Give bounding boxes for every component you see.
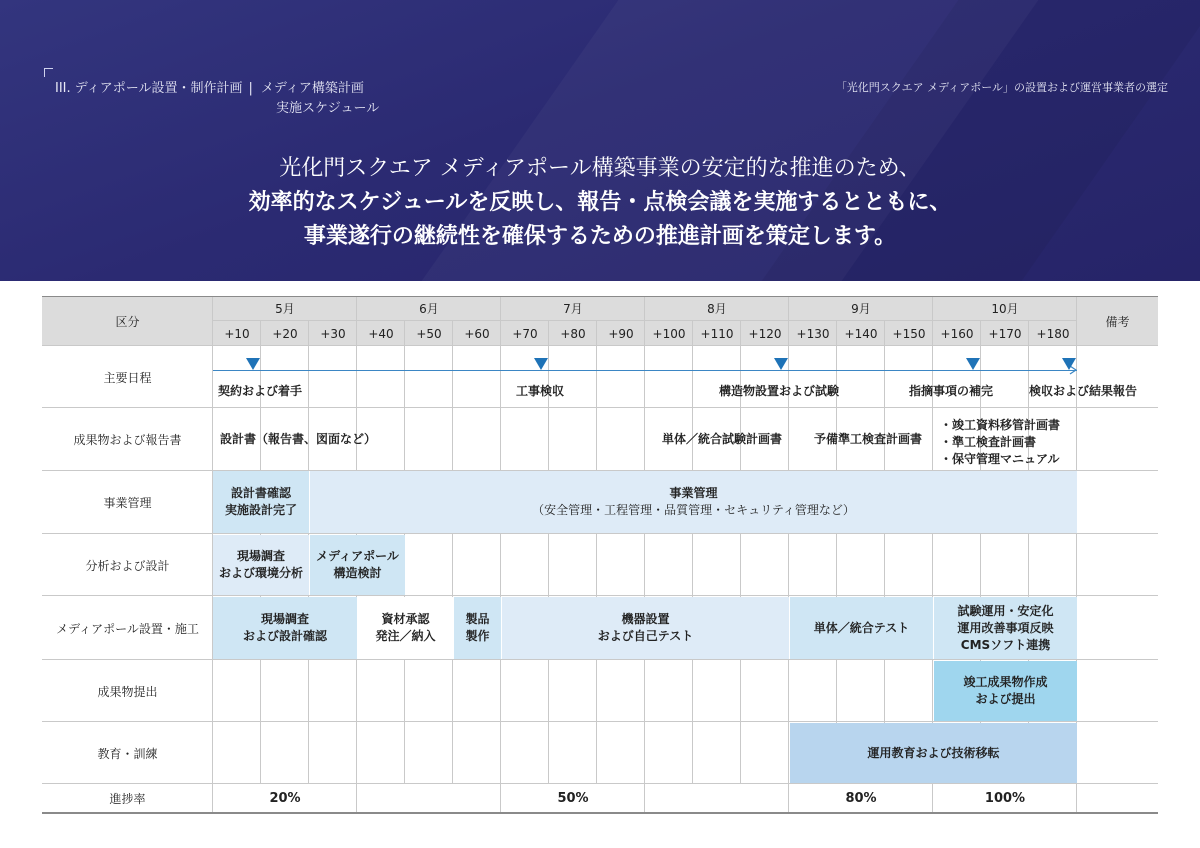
milestone-marker-icon xyxy=(534,358,548,370)
grid-cell xyxy=(309,346,357,408)
grid-cell xyxy=(933,534,981,596)
day-label: +30 xyxy=(320,326,346,341)
month-label: 8月 xyxy=(707,302,727,316)
grid-cell xyxy=(837,346,885,408)
progress-cell xyxy=(645,784,789,812)
grid-cell xyxy=(1029,534,1077,596)
grid-cell xyxy=(645,660,693,722)
remarks-cell xyxy=(1077,471,1158,534)
day-label: +40 xyxy=(368,326,394,341)
remarks-cell xyxy=(1077,408,1158,471)
day-label: +60 xyxy=(464,326,490,341)
day-label: +120 xyxy=(748,326,782,341)
day-label: +50 xyxy=(416,326,442,341)
section-title xyxy=(55,79,364,99)
grid-cell xyxy=(693,722,741,784)
day-label: +140 xyxy=(844,326,878,341)
bar-label: および環境分析 xyxy=(218,566,303,580)
deliverable-unit-test-plan: 単体／統合試験計画書 xyxy=(662,432,783,446)
milestone-marker-icon xyxy=(1062,358,1076,370)
grid-cell xyxy=(453,534,501,596)
row-label: 事業管理 xyxy=(103,496,152,510)
header-banner xyxy=(0,0,1200,281)
grid-cell xyxy=(549,722,597,784)
grid-cell xyxy=(309,722,357,784)
day-label: +150 xyxy=(892,326,926,341)
day-label: +80 xyxy=(560,326,586,341)
bar-design-confirm xyxy=(213,471,309,533)
grid-cell xyxy=(645,534,693,596)
grid-cell xyxy=(597,660,645,722)
day-label: +130 xyxy=(796,326,830,341)
section-number: III. ディアポール設置・制作計画 xyxy=(55,81,243,96)
grid-cell xyxy=(741,534,789,596)
deliverable-final-item: ・竣工資料移管計画書 xyxy=(940,418,1061,432)
bar-label: および自己テスト xyxy=(597,629,694,643)
day-label: +110 xyxy=(700,326,734,341)
month-label: 9月 xyxy=(851,302,871,316)
bar-label: 運用改善事項反映 xyxy=(957,620,1054,635)
deliverable-design-docs: 設計書（報告書、図面など） xyxy=(220,432,377,446)
grid-cell xyxy=(549,660,597,722)
bar-site-survey-design xyxy=(213,597,357,659)
grid-cell xyxy=(741,660,789,722)
row-label: 成果物および報告書 xyxy=(73,433,182,447)
remarks-cell xyxy=(1077,534,1158,596)
month-label: 6月 xyxy=(419,302,439,316)
remarks-cell xyxy=(1077,660,1158,722)
bar-label: 試験運用・安定化 xyxy=(957,603,1054,618)
bar-label: 竣工成果物作成 xyxy=(963,675,1048,689)
grid-cell xyxy=(213,660,261,722)
grid-cell xyxy=(885,660,933,722)
corner-bracket-icon xyxy=(44,68,53,77)
bar-label: 機器設置 xyxy=(621,612,670,626)
grid-cell xyxy=(597,722,645,784)
table-bottom-border xyxy=(42,812,1158,814)
grid-cell xyxy=(213,722,261,784)
bar-sublabel: （安全管理・工程管理・品質管理・セキュリティ管理など） xyxy=(532,503,855,517)
grid-cell xyxy=(645,346,693,408)
bar-label: および設計確認 xyxy=(242,629,327,643)
document-title: 「光化門スクエア メディアポール」の設置および運営事業者の選定 xyxy=(835,81,1168,94)
deliverable-final-item: ・準工検査計画書 xyxy=(940,435,1037,449)
grid-cell xyxy=(501,408,549,471)
remarks-cell xyxy=(1077,784,1158,812)
category-header: 区分 xyxy=(115,314,140,329)
remarks-cell xyxy=(1077,722,1158,784)
bar-trial-operation xyxy=(934,597,1077,659)
month-label: 10月 xyxy=(991,302,1019,316)
grid-cell xyxy=(405,346,453,408)
headline xyxy=(0,152,1200,254)
milestone-marker-icon xyxy=(966,358,980,370)
day-label: +70 xyxy=(512,326,538,341)
day-label: +160 xyxy=(940,326,974,341)
grid-cell xyxy=(501,534,549,596)
grid-cell xyxy=(309,660,357,722)
grid-cell xyxy=(693,660,741,722)
bar-label: メディアポール xyxy=(316,549,399,563)
day-label: +20 xyxy=(272,326,298,341)
grid-cell xyxy=(453,346,501,408)
grid-cell xyxy=(549,534,597,596)
bar-training: 運用教育および技術移転 xyxy=(790,723,1077,783)
day-label: +180 xyxy=(1036,326,1070,341)
bar-unit-integration-test: 単体／統合テスト xyxy=(790,597,933,659)
progress-cell xyxy=(357,784,501,812)
row-label: 主要日程 xyxy=(103,370,152,385)
section-subtitle: 実施スケジュール xyxy=(276,101,380,116)
grid-cell xyxy=(261,722,309,784)
milestone-marker-icon xyxy=(774,358,788,370)
progress-value: 50% xyxy=(557,790,589,806)
bar-site-survey-analysis xyxy=(213,535,309,595)
section-separator: | xyxy=(248,81,253,96)
grid-cell xyxy=(405,722,453,784)
grid-cell xyxy=(837,534,885,596)
row-label: メディアポール設置・施工 xyxy=(56,621,199,636)
bar-mediapole-structure xyxy=(310,535,405,595)
headline-line-1: 光化門スクエア メディアポール構築事業の安定的な推進のため、 xyxy=(279,156,921,181)
grid-cell xyxy=(981,534,1029,596)
grid-cell xyxy=(405,534,453,596)
bar-final-deliverables xyxy=(934,661,1077,721)
grid-cell xyxy=(837,660,885,722)
grid-cell xyxy=(501,660,549,722)
bar-label: CMSソフト連携 xyxy=(960,637,1051,652)
grid-cell xyxy=(261,660,309,722)
milestone-label: 指摘事項の補完 xyxy=(909,384,994,398)
milestone-label: 契約および着手 xyxy=(218,384,303,398)
deliverable-final-item: ・保守管理マニュアル xyxy=(940,452,1060,466)
bar-material-approval xyxy=(358,597,453,659)
schedule-table xyxy=(42,296,1158,814)
bar-project-management xyxy=(310,471,1077,533)
day-label: +10 xyxy=(224,326,250,341)
grid-cell xyxy=(549,408,597,471)
progress-value: 100% xyxy=(984,790,1026,806)
bar-label: 構造検討 xyxy=(333,566,382,580)
progress-value: 20% xyxy=(269,790,301,806)
grid-cell xyxy=(789,534,837,596)
grid-cell xyxy=(741,722,789,784)
grid-cell xyxy=(501,722,549,784)
bar-label: 事業管理 xyxy=(669,486,718,500)
bar-label: 設計書確認 xyxy=(230,486,291,500)
grid-cell xyxy=(405,408,453,471)
grid-cell xyxy=(357,660,405,722)
deliverable-pre-inspection-plan: 予備準工検査計画書 xyxy=(814,432,923,446)
month-label: 5月 xyxy=(275,302,295,316)
month-label: 7月 xyxy=(563,302,583,316)
bar-label: 現場調査 xyxy=(236,549,285,563)
section-name: メディア構築計画 xyxy=(260,81,364,96)
bar-label: 実施設計完了 xyxy=(224,503,297,517)
bar-label: 製品 xyxy=(465,612,490,626)
day-label: +170 xyxy=(988,326,1022,341)
grid-cell xyxy=(453,722,501,784)
grid-cell xyxy=(789,660,837,722)
day-label: +100 xyxy=(652,326,686,341)
bar-label: 現場調査 xyxy=(260,612,309,626)
table-top-border xyxy=(42,296,1158,297)
grid-cell xyxy=(357,346,405,408)
bar-label: 資材承認 xyxy=(381,612,430,626)
timeline-line xyxy=(213,370,1077,371)
row-label: 進捗率 xyxy=(109,791,146,806)
grid-cell xyxy=(357,722,405,784)
row-label: 成果物提出 xyxy=(97,684,158,699)
headline-line-3: 事業遂行の継続性を確保するための推進計画を策定します。 xyxy=(303,224,897,249)
bar-label: および提出 xyxy=(975,692,1036,706)
milestone-label: 工事検収 xyxy=(516,384,565,398)
grid-cell xyxy=(453,660,501,722)
bar-equipment-install xyxy=(502,597,789,659)
bar-product-manufacturing xyxy=(454,597,501,659)
grid-cell xyxy=(405,660,453,722)
grid-cell xyxy=(597,534,645,596)
grid-cell xyxy=(693,534,741,596)
row-label: 教育・訓練 xyxy=(97,746,158,761)
grid-cell xyxy=(885,534,933,596)
milestone-label: 検収および結果報告 xyxy=(1029,384,1138,398)
deliverable-final-list xyxy=(940,417,1060,468)
day-label: +90 xyxy=(608,326,634,341)
grid-cell xyxy=(597,346,645,408)
bar-label: 製作 xyxy=(465,629,490,643)
remarks-cell xyxy=(1077,596,1158,660)
milestone-label: 構造物設置および試験 xyxy=(719,384,840,398)
milestone-marker-icon xyxy=(246,358,260,370)
grid-cell xyxy=(453,408,501,471)
progress-value: 80% xyxy=(845,790,877,806)
grid-cell xyxy=(645,722,693,784)
headline-line-2: 効率的なスケジュールを反映し、報告・点検会議を実施するとともに、 xyxy=(248,190,952,215)
bar-label: 発注／納入 xyxy=(375,629,436,643)
remarks-header: 備考 xyxy=(1105,314,1130,329)
row-label: 分析および設計 xyxy=(85,558,170,573)
grid-cell xyxy=(597,408,645,471)
